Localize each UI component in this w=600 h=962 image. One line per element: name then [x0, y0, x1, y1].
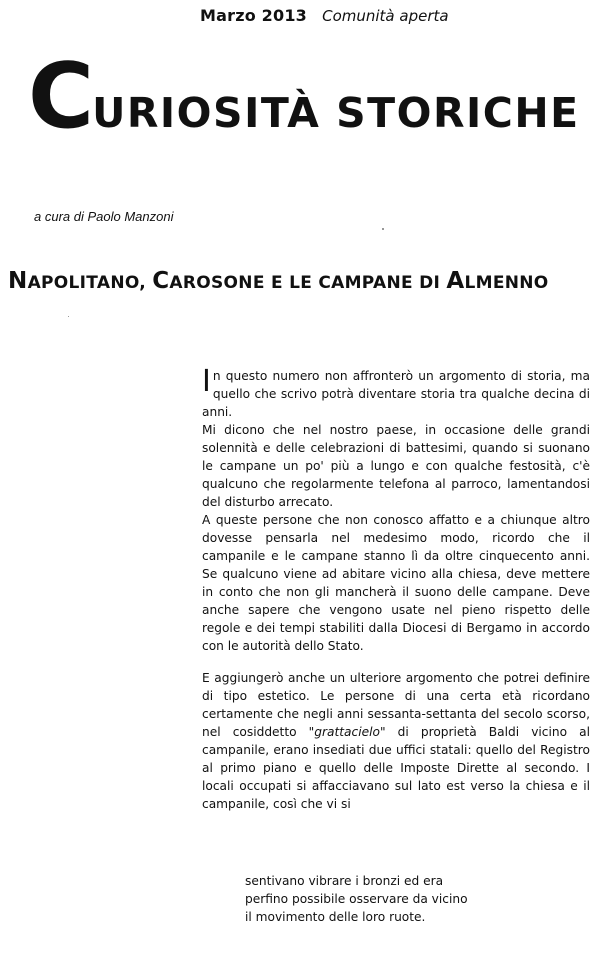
subtitle-initial-3: A — [446, 268, 465, 294]
continuation-block — [245, 872, 495, 926]
subtitle-initial-1: N — [8, 268, 28, 294]
drop-cap: I — [202, 364, 211, 399]
paragraph-2: Mi dicono che nel nostro paese, in occasione delle grandi solennità e delle celebrazioni di battesimi, quando si suonano le campane un po' più a lungo e con qualche festosità, c'è qualcuno che regolarmente telefona al parroco, lamentandosi del disturbo arrecato. — [202, 423, 590, 509]
paragraph-4-emphasis: "grattacielo" — [308, 725, 386, 739]
page-title — [28, 44, 580, 152]
article-subtitle — [8, 270, 549, 293]
article-body — [202, 364, 590, 813]
continuation-line-2: perfino possibile osservare da vicino — [245, 892, 468, 906]
continuation-line-3: il movimento delle loro ruote. — [245, 910, 426, 924]
title-rest: URIOSITÀ STORICHE — [92, 89, 580, 137]
subtitle-part-2: AROSONE E LE CAMPANE DI — [169, 273, 447, 293]
paragraph-4-text-a: E aggiungerò anche un ulteriore argomento che potrei definire di tipo estetico. Le persone di una certa età ricordano certamente che negli anni sessanta-settanta del secolo scorso, nel cosiddetto — [202, 671, 590, 739]
issue-date: Marzo 2013 — [200, 6, 308, 25]
paragraph-4 — [202, 669, 590, 813]
continuation-line-1: sentivano vibrare i bronzi ed era — [245, 874, 444, 888]
subtitle-part-3: LMENNO — [464, 273, 549, 293]
scan-speck — [68, 316, 69, 317]
subtitle-part-1: APOLITANO, — [27, 273, 153, 293]
paragraph-1-text: n questo numero non affronterò un argomento di storia, ma quello che scrivo potrà diventare storia tra qualche decina di anni. — [202, 369, 590, 419]
section-name: Comunità aperta — [322, 7, 449, 25]
page-header — [200, 6, 500, 28]
subtitle-initial-2: C — [152, 268, 170, 294]
paragraph-4-text-b: di proprietà Baldi vicino al campanile, erano insediati due uffici statali: quello del Registro al primo piano e quello delle Imposte Dirette al secondo. I locali occupati si affacciavano sul lato est verso la chiesa e il campanile, così che vi si — [202, 725, 590, 811]
title-initial: C — [28, 44, 93, 149]
paragraph-1 — [202, 364, 590, 421]
scan-speck — [382, 228, 384, 230]
paragraph-3: A queste persone che non conosco affatto e a chiunque altro dovesse pensarla nel medesimo modo, ricordo che il campanile e le campane stanno lì da oltre cinquecento anni. Se qualcuno viene ad abitare vicino alla chiesa, deve mettere in conto che non gli mancherà il suono delle campane. Deve anche sapere che vengono usate nel pieno rispetto delle regole e dei tempi stabiliti dalla Diocesi di Bergamo in accordo con le autorità dello Stato. — [202, 513, 590, 653]
byline: a cura di Paolo Manzoni — [34, 209, 174, 224]
